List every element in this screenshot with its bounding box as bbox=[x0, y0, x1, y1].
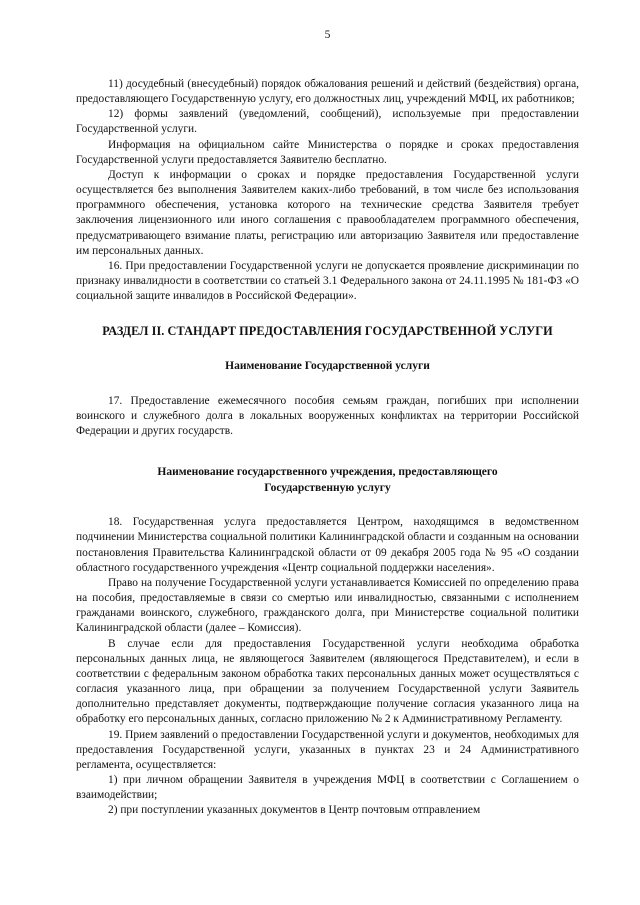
section-title: РАЗДЕЛ II. СТАНДАРТ ПРЕДОСТАВЛЕНИЯ ГОСУДАРСТВЕННОЙ УСЛУГИ bbox=[102, 324, 553, 339]
paragraph-right-commission: Право на получение Государственной услуги устанавливается Комиссией по определению права на пособия, предоставляемые в связи со смертью или инвалидностью, связанными с исполнением гражданами воинского, служебного, гражданского долга, при Министерстве социальной политики Калининградской области (далее – Комиссия). bbox=[76, 576, 579, 635]
paragraph-12-forms: 12) формы заявлений (уведомлений, сообщений), используемые при предоставлении Государственной услуги. bbox=[76, 108, 579, 136]
paragraph-personal-data: В случае если для предоставления Государственной услуги необходима обработка персональных данных лица, не являющегося Заявителем (являющегося Представителем), и если в соответствии с федеральным законом обработка таких персональных данных может осуществляться с согласия указанного лица, при обращении за получением Государственной услуги Заявитель дополнительно представляет документы, подтверждающие получение согласия указанного лица на обработку его персональных данных, согласно приложению № 2 к Административному Регламенту. bbox=[76, 637, 579, 726]
paragraph-11-appeal-procedure: 11) досудебный (внесудебный) порядок обжалования решений и действий (бездействия) органа, предоставляющего Государственную услугу, его должностных лиц, учреждений МФЦ, их работников; bbox=[76, 78, 579, 106]
page-number: 5 bbox=[324, 29, 331, 41]
paragraph-19-reception: 19. Прием заявлений о предоставлении Государственной услуги и документов, необходимых для предоставления Государственной услуги, указанных в пунктах 23 и 24 Административного регламента, осуществляется: bbox=[76, 728, 579, 771]
paragraph-19-item-2: 2) при поступлении указанных документов в Центр почтовым отправлением bbox=[108, 804, 481, 817]
paragraph-info-free: Информация на официальном сайте Министерства о порядке и сроках предоставления Государственной услуги предоставляется Заявителю бесплатно. bbox=[76, 138, 579, 166]
paragraph-17-service: 17. Предоставление ежемесячного пособия семьям граждан, погибших при исполнении воинского и служебного долга в локальных вооруженных конфликтах на территории Российской Федерации и других государств. bbox=[76, 394, 579, 438]
subsection-title-institution-line1: Наименование государственного учреждения, предоставляющего bbox=[157, 466, 498, 479]
subsection-title-institution-line2: Государственную услугу bbox=[264, 481, 391, 494]
subsection-title-institution bbox=[76, 465, 579, 496]
paragraph-16-discrimination: 16. При предоставлении Государственной услуги не допускается проявление дискриминации по признаку инвалидности в соответствии со статьей 3.1 Федерального закона от 24.11.1995 № 181-ФЗ «О социальной защите инвалидов в Российской Федерации». bbox=[76, 259, 579, 303]
paragraph-19-item-1: 1) при личном обращении Заявителя в учреждения МФЦ в соответствии с Соглашением о взаимодействии; bbox=[76, 773, 579, 802]
paragraph-access-info: Доступ к информации о сроках и порядке предоставления Государственной услуги осуществляется без выполнения Заявителем каких-либо требований, в том числе без использования программного обеспечения, установка которого на технические средства Заявителя требует заключения лицензионного или иного соглашения с правообладателем программного обеспечения, предусматривающего взимание платы, регистрацию или авторизацию Заявителя или предоставление им персональных данных. bbox=[76, 168, 579, 257]
subsection-title-service-name: Наименование Государственной услуги bbox=[225, 360, 430, 373]
paragraph-18-center: 18. Государственная услуга предоставляется Центром, находящимся в ведомственном подчинении Министерства социальной политики Калининградской области и созданным на основании постановления Правительства Калининградской области от 09 декабря 2005 года № 95 «О создании областного государственного учреждения «Центр социальной поддержки населения». bbox=[76, 516, 579, 574]
